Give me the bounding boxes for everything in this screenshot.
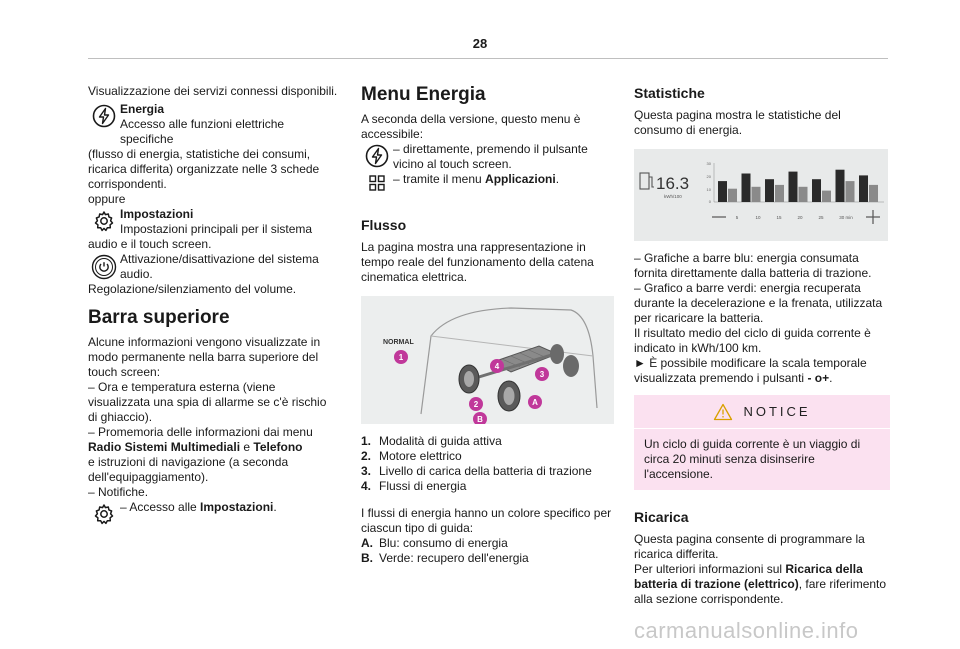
impostazioni-title: Impostazioni — [120, 207, 194, 221]
power-row — [88, 252, 338, 282]
stat-p4: ► È possibile modificare la scala temporale visualizzata premendo i pulsanti - o+. — [634, 356, 867, 385]
ricarica-heading: Ricarica — [634, 509, 689, 525]
column-right — [634, 84, 890, 607]
list-item: 3. Livello di carica della batteria di trazione — [361, 464, 592, 478]
energia-row — [88, 102, 338, 147]
services-intro: Visualizzazione dei servizi connessi disponibili. — [88, 84, 338, 98]
notice-header — [634, 395, 890, 429]
y-tick: 10 — [706, 187, 711, 192]
notice-text: Un ciclo di guida corrente è un viaggio di circa 20 minuti senza disinserire l'accensione. — [644, 437, 861, 481]
apps-grid-icon — [361, 172, 393, 192]
marker-4: 4 — [494, 362, 500, 371]
statistics-screen — [634, 149, 888, 241]
menu-energia-heading: Menu Energia — [361, 84, 486, 105]
menu-intro: A seconda della versione, questo menu è accessibile: — [361, 112, 581, 141]
recovered-energy-bar — [869, 185, 878, 202]
fuel-pump-icon — [640, 173, 654, 189]
impostazioni-text-b: audio e il touch screen. — [88, 237, 212, 251]
oppure-text: oppure — [88, 192, 126, 206]
recovered-energy-bar — [822, 191, 831, 202]
list-item: 1. Modalità di guida attiva — [361, 434, 502, 448]
ricarica-p1: Questa pagina consente di programmare la ricarica differita. — [634, 532, 865, 561]
barra-intro: Alcune informazioni vengono visualizzate in modo permanente nella barra superiore del touch screen: — [88, 335, 321, 379]
apps-row — [361, 172, 614, 192]
header-rule — [88, 58, 888, 59]
x-tick: 10 — [755, 215, 761, 220]
list-item: A. Blu: consumo di energia — [361, 536, 508, 550]
x-tick: 5 — [735, 215, 739, 220]
plus-button[interactable] — [866, 210, 880, 224]
marker-b: B — [477, 415, 483, 424]
flusso-text: La pagina mostra una rappresentazione in tempo reale del funzionamento della catena cinematica elettrica. — [361, 240, 594, 284]
statistiche-heading: Statistiche — [634, 85, 705, 101]
impostazioni-row — [88, 207, 338, 237]
recovered-energy-bar — [775, 185, 784, 202]
footer-watermark: carmanualsonline.info — [634, 618, 859, 643]
page-number: 28 — [472, 36, 488, 51]
power-text: Attivazione/disattivazione del sistema audio. — [120, 252, 319, 281]
marker-3: 3 — [539, 370, 545, 379]
direct-text: – direttamente, premendo il pulsante vicino al touch screen. — [393, 142, 588, 171]
notice-box — [634, 395, 890, 490]
gear-icon — [88, 207, 120, 233]
flusso-heading: Flusso — [361, 217, 407, 233]
energia-text-a: Accesso alle funzioni elettriche specifiche — [120, 117, 285, 146]
recovered-energy-bar — [799, 187, 808, 202]
marker-a: A — [532, 398, 538, 407]
y-tick: 20 — [706, 174, 711, 179]
x-tick: 20 — [797, 215, 803, 220]
energia-text-b: (flusso di energia, statistiche dei consumi, ricarica differita) organizzate nelle 3 schede corrispondenti. — [88, 147, 320, 191]
consumed-energy-bar — [812, 179, 821, 202]
lightning-icon — [361, 142, 393, 168]
impostazioni-text-a: Impostazioni principali per il sistema — [120, 222, 313, 236]
colors-intro: I flussi di energia hanno un colore specifico per ciascun tipo di guida: — [361, 506, 612, 535]
statistiche-intro: Questa pagina mostra le statistiche del consumo di energia. — [634, 108, 841, 137]
consumed-energy-bar — [859, 175, 868, 202]
list-item: 4. Flussi di energia — [361, 479, 467, 493]
y-tick: 0 — [708, 199, 711, 204]
marker-1: 1 — [398, 353, 404, 362]
list-item: 2. Motore elettrico — [361, 449, 462, 463]
consumed-energy-bar — [718, 181, 727, 202]
consumed-energy-bar — [836, 170, 845, 202]
volume-text: Regolazione/silenziamento del volume. — [88, 282, 297, 296]
stat-p3: Il risultato medio del ciclo di guida corrente è indicato in kWh/100 km. — [634, 326, 871, 355]
colors-list — [361, 536, 614, 566]
barra-bullet-2-cont: e istruzioni di navigazione (a seconda dell'equipaggiamento). — [88, 455, 289, 484]
statistics-chart — [634, 149, 888, 241]
barra-bullet-1: – Ora e temperatura esterna (viene visualizzata una spia di allarme se c'è rischio di ghiaccio). — [88, 380, 327, 424]
apps-text: – tramite il menu Applicazioni. — [393, 172, 560, 186]
recovered-energy-bar — [728, 189, 737, 202]
vehicle-illustration — [361, 296, 614, 424]
warning-icon — [713, 403, 733, 421]
access-row — [88, 500, 338, 526]
power-knob-icon — [88, 252, 120, 280]
recovered-energy-bar — [752, 187, 761, 202]
legend-list — [361, 434, 614, 494]
barra-bullet-3: – Notifiche. — [88, 485, 149, 499]
y-tick: 30 — [706, 161, 711, 166]
x-tick: 15 — [776, 215, 782, 220]
ricarica-p2: Per ulteriori informazioni sul Ricarica della batteria di trazione (elettrico), fare riferimento alla sezione corrispondente. — [634, 562, 887, 606]
recovered-energy-bar — [846, 181, 855, 202]
notice-title: NOTICE — [743, 404, 811, 419]
access-text: – Accesso alle Impostazioni. — [120, 500, 277, 514]
consumed-energy-bar — [789, 172, 798, 202]
direct-row — [361, 142, 614, 172]
list-item: B. Verde: recupero dell'energia — [361, 551, 529, 565]
lightning-icon — [88, 102, 120, 128]
barra-heading: Barra superiore — [88, 307, 230, 328]
mode-label: NORMAL — [383, 339, 414, 346]
stat-p1: – Grafiche a barre blu: energia consumata fornita direttamente dalla batteria di trazione. — [634, 251, 872, 280]
stat-value: 16.3 — [656, 174, 690, 193]
barra-bullet-2: – Promemoria delle informazioni dai menu Radio Sistemi Multimediali e Telefono — [88, 425, 313, 454]
marker-2: 2 — [473, 400, 479, 409]
gear-icon — [88, 500, 120, 526]
x-tick: 30 min — [839, 215, 853, 220]
stat-unit: kWh/100 — [664, 194, 682, 199]
consumed-energy-bar — [765, 179, 774, 202]
energy-flow-diagram — [361, 296, 614, 424]
consumed-energy-bar — [742, 174, 751, 203]
x-tick: 25 — [818, 215, 824, 220]
stat-p2: – Grafico a barre verdi: energia recuperata durante la decelerazione e la frenata, utilizzata per ricaricare la batteria. — [634, 281, 883, 325]
column-middle — [361, 84, 614, 566]
energia-title: Energia — [120, 102, 165, 116]
column-left — [88, 84, 338, 526]
